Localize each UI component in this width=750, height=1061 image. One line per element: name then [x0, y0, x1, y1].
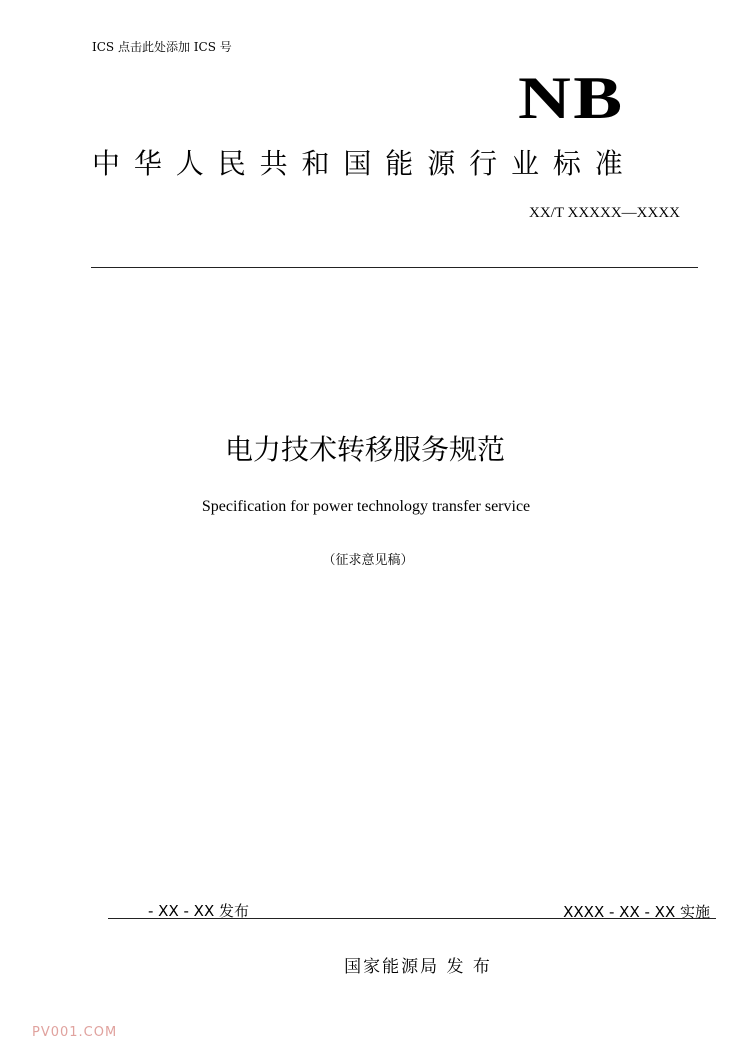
implementation-date: XXXX - XX - XX 实施 [563, 903, 710, 921]
draft-status: （征求意见稿） [322, 553, 414, 568]
ics-number: ICS 点击此处添加 ICS 号 [92, 40, 232, 54]
document-title-english: Specification for power technology transfer service [201, 498, 531, 515]
issuing-authority: 国家能源局 发 布 [344, 957, 492, 977]
footer-divider [108, 918, 716, 919]
document-title: 电力技术转移服务规范 [224, 433, 505, 466]
nb-logo: NB [518, 65, 625, 131]
header-divider [91, 267, 698, 268]
standard-number: XX/T XXXXX—XXXX [529, 205, 680, 221]
release-date: - XX - XX 发布 [148, 902, 250, 920]
standard-category-title: 中华人民共和国能源行业标准 [92, 147, 637, 180]
site-watermark: PV001.COM [32, 1025, 118, 1040]
